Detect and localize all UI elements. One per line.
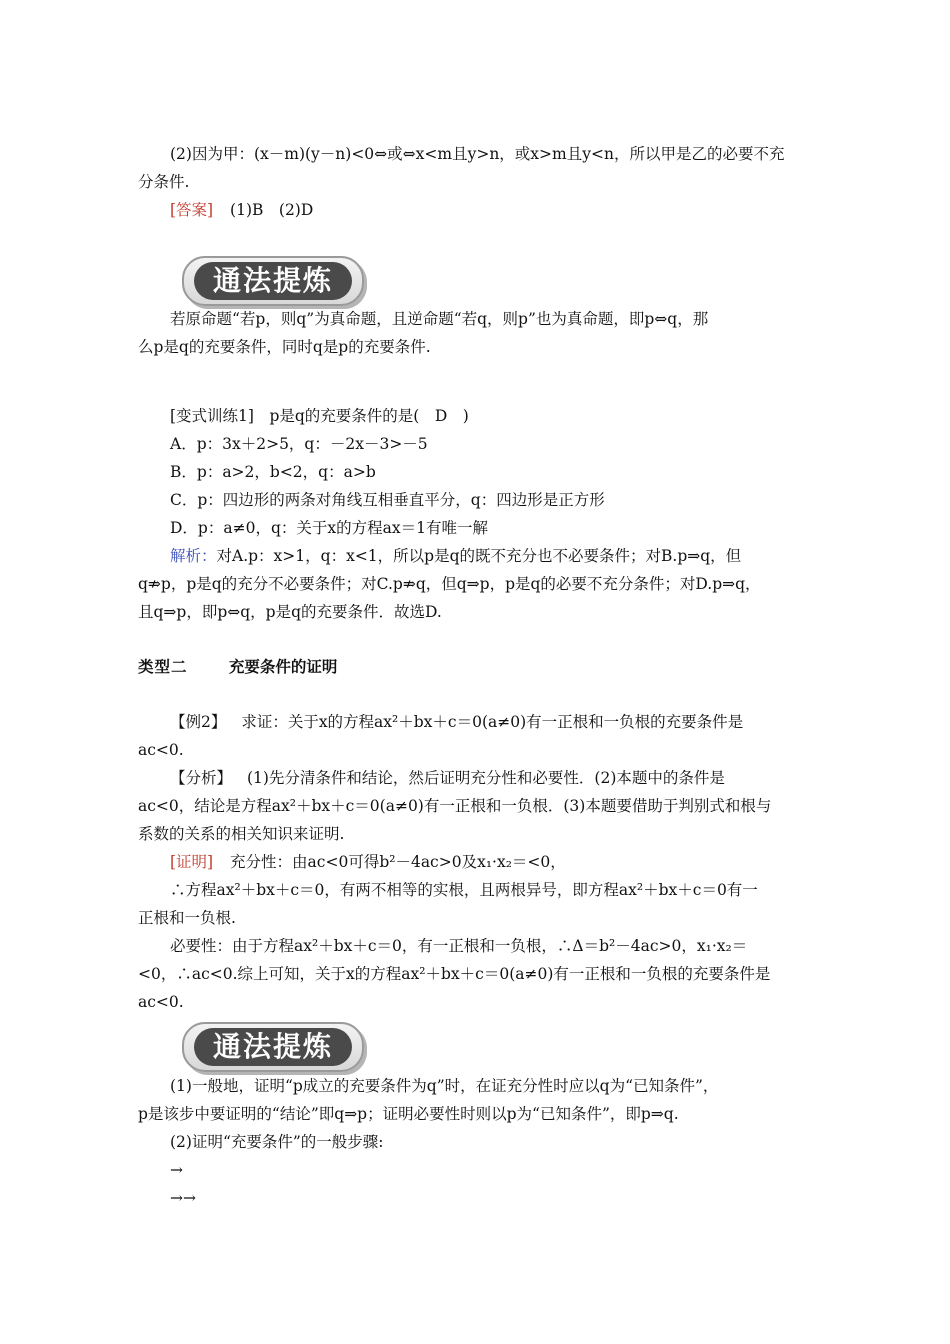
analysis2-line: ac<0，结论是方程ax²＋bx＋c＝0(a≠0)有一正根和一负根．(3)本题要借助于判别式和根与 bbox=[138, 797, 772, 815]
exercise-option: C．p：四边形的两条对角线互相垂直平分，q：四边形是正方形 bbox=[170, 491, 605, 509]
analysis-line bbox=[170, 545, 850, 567]
section-title: 充要条件的证明 bbox=[228, 658, 338, 676]
proof-line: ∴方程ax²＋bx＋c＝0，有两不相等的实根，且两根异号，即方程ax²＋bx＋c＝0有一 bbox=[170, 881, 758, 899]
example-tag: 【例2】 bbox=[170, 713, 227, 731]
method-summary-badge bbox=[182, 1022, 364, 1072]
proof-line: <0，∴ac<0.综上可知，关于x的方程ax²＋bx＋c＝0(a≠0)有一正根和一负根的充要条件是 bbox=[138, 965, 771, 983]
section-heading bbox=[138, 656, 818, 678]
analysis-line: q⇏p，p是q的充分不必要条件；对C.p⇏q，但q⇒p，p是q的必要不充分条件；对D.p⇒q， bbox=[138, 575, 761, 593]
proof-text: 充分性：由ac<0可得b²－4ac>0及x₁·x₂＝<0， bbox=[230, 853, 566, 871]
exercise-option: A．p：3x＋2>5，q：－2x－3>－5 bbox=[170, 435, 428, 453]
analysis2-tag: 【分析】 bbox=[170, 769, 233, 787]
example-text: 求证：关于x的方程ax²＋bx＋c＝0(a≠0)有一正根和一负根的充要条件是 bbox=[241, 713, 744, 731]
summary2-line: p是该步中要证明的“结论”即q⇒p；证明必要性时则以p为“已知条件”，即p⇒q. bbox=[138, 1105, 679, 1123]
badge-label: 通法提炼 bbox=[194, 262, 352, 300]
solution-line: (2)因为甲：(x－m)(y－n)<0⇔或⇔x<m且y>n，或x>m且y<n，所以甲是乙的必要不充 bbox=[170, 145, 785, 163]
proof-line bbox=[170, 851, 850, 873]
analysis-line: 且q⇒p，即p⇔q，p是q的充要条件．故选D. bbox=[138, 603, 442, 621]
example-line bbox=[170, 711, 850, 733]
summary-line: 若原命题“若p，则q”为真命题，且逆命题“若q，则p”也为真命题，即p⇔q，那 bbox=[170, 310, 709, 328]
step-arrow: → bbox=[170, 1161, 183, 1179]
proof-line: 必要性：由于方程ax²＋bx＋c＝0，有一正根和一负根，∴Δ＝b²－4ac>0，x₁·x₂＝ bbox=[170, 937, 748, 955]
answer-line bbox=[170, 199, 850, 221]
summary2-line: (2)证明“充要条件”的一般步骤: bbox=[170, 1133, 384, 1151]
analysis-tag: 解析： bbox=[170, 547, 217, 565]
method-summary-badge bbox=[182, 256, 364, 306]
proof-tag: [证明] bbox=[170, 853, 214, 871]
example-line: ac<0. bbox=[138, 741, 184, 759]
analysis-text: 对A.p：x>1，q：x<1，所以p是q的既不充分也不必要条件；对B.p⇒q，但 bbox=[216, 547, 742, 565]
exercise-option: B．p：a>2，b<2，q：a>b bbox=[170, 463, 376, 481]
answer-tag: [答案] bbox=[170, 201, 214, 219]
exercise-title: [变式训练1] p是q的充要条件的是( D ) bbox=[170, 407, 469, 425]
analysis2-line bbox=[170, 767, 850, 789]
proof-line: 正根和一负根. bbox=[138, 909, 236, 927]
analysis2-line: 系数的关系的相关知识来证明. bbox=[138, 825, 345, 843]
badge-label: 通法提炼 bbox=[194, 1028, 352, 1066]
exercise-option: D．p：a≠0，q：关于x的方程ax＝1有唯一解 bbox=[170, 519, 488, 537]
solution-line: 分条件. bbox=[138, 173, 190, 191]
proof-line: ac<0. bbox=[138, 993, 184, 1011]
answer-text: (1)B (2)D bbox=[230, 201, 314, 219]
step-arrows: →→ bbox=[170, 1189, 196, 1207]
summary-line: 么p是q的充要条件，同时q是p的充要条件. bbox=[138, 338, 431, 356]
analysis2-text: (1)先分清条件和结论，然后证明充分性和必要性．(2)本题中的条件是 bbox=[246, 769, 725, 787]
section-label: 类型二 bbox=[138, 658, 188, 676]
summary2-line: (1)一般地，证明“p成立的充要条件为q”时，在证充分性时应以q为“已知条件”， bbox=[170, 1077, 719, 1095]
